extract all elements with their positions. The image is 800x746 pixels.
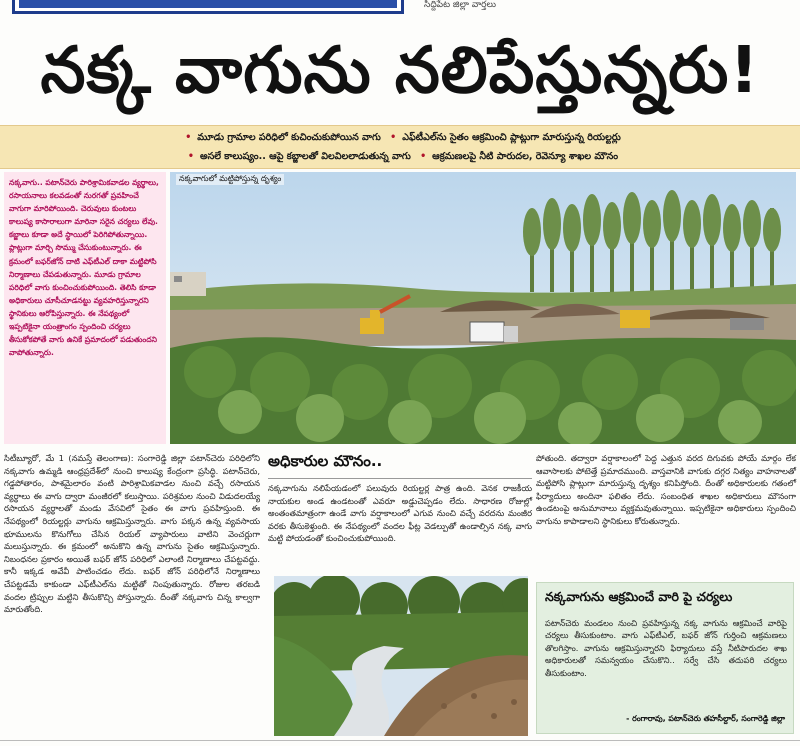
article-column-1: సిటీబ్యూరో, మే 1 (నమస్తే తెలంగాణ): సంగారెడ్డి జిల్లా పటాన్‌చెరు పరిధిలోని నక్కవాగు ఉమ్మడి ఆంధ్రప్రదేశ్‌లో నుంచి కాలుష్య కేంద్రంగా ప్రసిద్ధి. పటాన్‌చెరు, గడ్డపోతారం, పాశమైలారం వంటి పారిశ్రామికవాడల నుంచి వచ్చే రసాయన వ్యర్థాలు ఈ వాగు ద్వారా మంజీరలో కలుస్తాయి. పరిశ్రమల నుంచి విడుదలయ్యే రసాయన వ్యర్థాలతో మండు వేసవిలో సైతం ఈ వాగు ప్రవహిస్తుంది. ఈ నేపథ్యంలో రియల్టర్లు వాగును ఆక్రమిస్తున్నారు. వాగు పక్కన ఉన్న వ్యవసాయ భూములను కొనుగోలు చేసిన రియల్ వ్యాపారులు వాటిని వెంచర్లుగా మలుస్తున్నారు. ఈ క్రమంలో అనుకొని ఉన్న వాగును సైతం ఆక్రమిస్తున్నారు. నిబంధనల ప్రకారం అయితే బఫర్ జోన్ పరిధిలో ఎలాంటి నిర్మాణాలు చేపట్టవద్దు. కానీ ఇక్కడ అవేవీ పాటించడం లేదు. బఫర్ జోన్ పరిధిలోనే నిర్మాణాలు చేపట్టడమే కాకుండా ఎఫ్‌టీఎల్‌ను మట్టితో నింపుతున్నారు. రోజుల తరబడి వందల ట్రిప్పుల మట్టిని తీసుకొచ్చి పోస్తున్నారు. దీంతో నక్కవాగు చిన్న కాల్వగా మారుతోంది. bbox=[4, 453, 260, 615]
subheading-officials-silence: అధికారుల మౌనం.. bbox=[268, 452, 532, 479]
article-column-2: నక్కవాగును నలిపేయడంలో పలువురు రియల్టర్ల పాత్ర ఉంది. వెనక రాజకీయ నాయకుల అండ ఉండటంతో ఎవరూ అడ్డుచెప్పడం లేదు. సాధారణ రోజుల్లో అంతంతమాత్రంగా ఉండే వాగు వర్షాకాలంలో ఎగువ నుంచి వచ్చే వరదను మంజీర వరకు తీసుకెళ్తుంది. ఈ నేపథ్యంలో వందల ఫీట్ల వెడల్పుతో ఉండాల్సిన నక్క వాగు మట్టి పోయడంతో కుంచించుకుపోయింది. bbox=[268, 483, 532, 544]
summary-row-2 bbox=[0, 151, 800, 164]
bullet-icon: • bbox=[420, 151, 427, 162]
page-divider bbox=[0, 740, 800, 741]
bullet-icon: • bbox=[185, 132, 192, 143]
official-statement-box bbox=[536, 582, 794, 734]
summary-point: మూడు గ్రామాల పరిధిలో కుచించుకుపోయిన వాగు bbox=[197, 132, 381, 143]
bullet-icon: • bbox=[390, 132, 397, 143]
headline: నక్క వాగును నలిపేస్తున్నరు! bbox=[40, 34, 760, 108]
article-column-3: పోతుంది. తద్వారా వర్షాకాలంలో పెద్ద ఎత్తున వరద దిగువకు పోయే మార్గం లేక ఆవాసాలకు పోటెత్తే ప్రమాదముంది. వాస్తవానికి వాగుకు దగ్గర నిత్యం వాహనాలతో మట్టిపోసి ప్లాట్లుగా మారుస్తున్న దృశ్యం కనిపిస్తోంది. దీంతో అధికారులకు గతంలో ఫిర్యాదులు అందినా ఫలితం లేదు. సంబంధిత శాఖల అధికారులు మౌనంగా ఉండటంపై అనుమానాలు వ్యక్తమవుతున్నాయి. ఇప్పటికైనా అధికారులు స్పందించి వాగును కాపాడాలని స్థానికులు కోరుతున్నారు. bbox=[536, 453, 796, 526]
masthead-strip bbox=[0, 0, 800, 18]
intro-text: నక్కవాగు.. పటాన్‌చెరు పారిశ్రామికవాడల వ్యర్థాలు, రసాయనాలు కలవడంతో నురగతో ప్రవహించే వాగుగా మారిపోయింది. చెరువులు కుంటలు కాలుష్య కాసారాలుగా మారినా సరైన చర్యలు లేవు. కబ్జాలు కూడా అదే స్థాయిలో పెరిగిపోతున్నాయి. ప్లాట్లుగా మార్చి సొమ్ము చేసుకుంటున్నారు. ఈ క్రమంలో బఫర్‌జోన్ దాటి ఎఫ్‌టీఎల్ దాకా మట్టిపోసి నిర్మాణాలు చేపడుతున్నారు. మూడు గ్రామాల పరిధిలో వాగు కుంచించుకుపోయింది. తెలిసి కూడా అధికారులు చూసీచూడనట్టు వ్యవహరిస్తున్నారని స్థానికులు ఆరోపిస్తున్నారు. ఈ నేపథ్యంలో ఇప్పటికైనా యంత్రాంగం స్పందించి చర్యలు తీసుకోకపోతే వాగు ఉనికే ప్రమాదంలో పడుతుందని వాపోతున్నారు. bbox=[9, 178, 159, 358]
statement-text: పటాన్‌చెరు మండలం నుంచి ప్రవహిస్తున్న నక్క వాగును ఆక్రమించే వారిపై చర్యలు తీసుకుంటాం. వాగు ఎఫ్‌టీఎల్, బఫర్ జోన్ గుర్తించి ఆక్రమణలు తొలగిస్తాం. వాగును ఆక్రమిస్తున్నారని ఫిర్యాదులు వస్తే నీటిపారుదల శాఖ అధికారులతో సమన్వయం చేసుకొని.. సర్వే చేసి తదుపరి చర్యలు తీసుకుంటాం. bbox=[545, 618, 787, 678]
bullet-icon: • bbox=[187, 151, 194, 162]
photo-caption: నక్కవాగులో మట్టిపోస్తున్న దృశ్యం bbox=[176, 174, 284, 185]
construction-site-image bbox=[170, 172, 796, 444]
summary-point: అసలే కాలుష్యం.. ఆపై కబ్జాలతో విలవిలలాడుతున్న వాగు bbox=[200, 151, 411, 162]
intro-box bbox=[4, 172, 166, 444]
summary-point: ఆక్రమణలపై నీటి పారుదల, రెవెన్యూ శాఖల మౌనం bbox=[432, 151, 619, 162]
section-logo bbox=[12, 0, 404, 14]
main-photo bbox=[170, 172, 796, 444]
summary-bullets bbox=[0, 125, 800, 169]
summary-point: ఎఫ్‌టీఎల్‌ను సైతం ఆక్రమించి ప్లాట్లుగా మారుస్తున్న రియల్టర్లు bbox=[402, 132, 621, 143]
stream-photo bbox=[274, 576, 528, 736]
summary-row-1 bbox=[0, 132, 800, 145]
dateline: సిద్దిపేట జిల్లా వార్తలు bbox=[424, 0, 497, 10]
stream-dumping-image bbox=[274, 576, 528, 736]
statement-title: నక్కవాగును ఆక్రమించే వారి పై చర్యలు bbox=[545, 589, 733, 604]
statement-signature: - రంగారావు, పటాన్‌చెరు తహసీల్దార్, సంగారెడ్డి జిల్లా bbox=[626, 714, 785, 723]
